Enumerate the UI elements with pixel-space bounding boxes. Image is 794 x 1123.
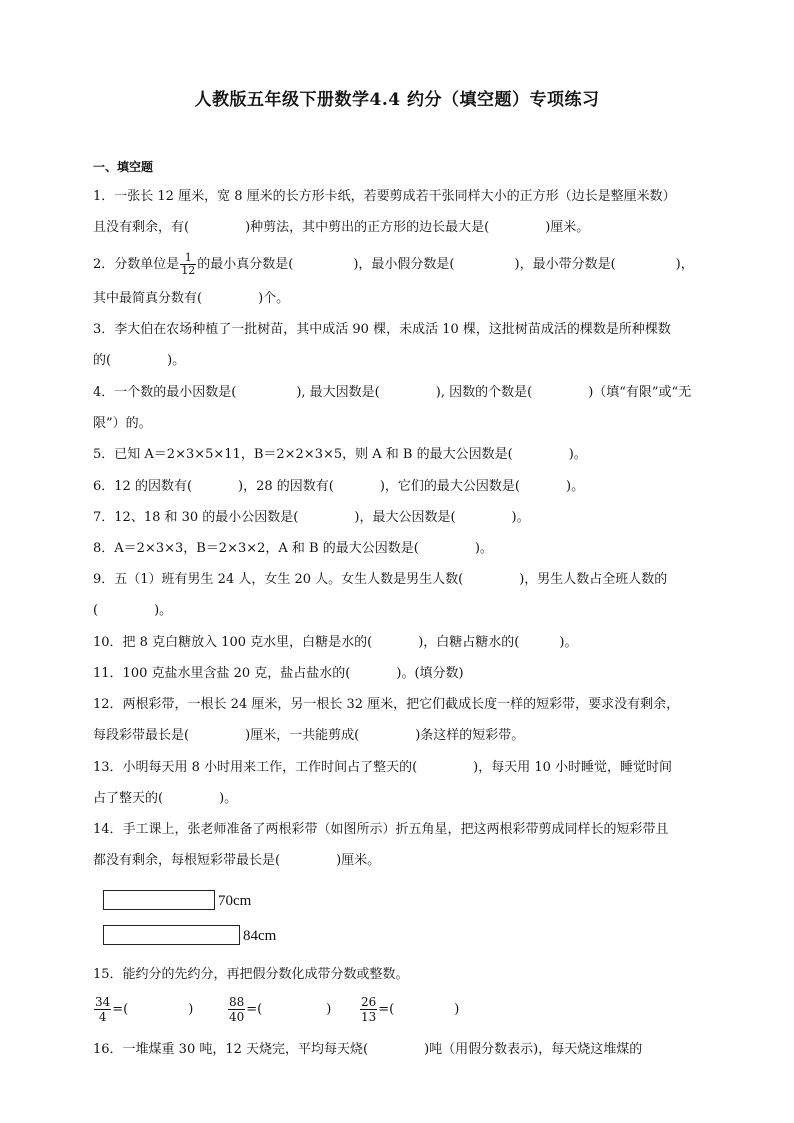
fraction-item: $\frac{88}{40}$ =( ) <box>229 995 332 1024</box>
question-9-line-1: 9．五（1）班有男生 24 人，女生 20 人。女生人数是男生人数( )，男生人数占全班人数的 <box>93 572 668 587</box>
fraction-item: $\frac{34}{4}$ =( ) <box>95 995 194 1024</box>
question-5: 5．已知 A＝2×3×5×11，B＝2×2×3×5，则 A 和 B 的最大公因数是( )。 <box>93 447 587 462</box>
question-2-line-2: 其中最简真分数有( )个。 <box>93 291 290 306</box>
question-12-line-2: 每段彩带最长是( )厘米，一共能剪成( )条这样的短彩带。 <box>93 728 525 743</box>
question-9-line-2: ( )。 <box>93 603 173 618</box>
question-16-line-1: 16．一堆煤重 30 吨，12 天烧完，平均每天烧( )吨（用假分数表示)，每天烧这堆煤的 <box>93 1042 643 1057</box>
ribbon-70cm-label: 70cm <box>218 893 252 909</box>
question-2-line-1: 2．分数单位是 $\frac{1}{12}$ 的最小真分数是( )，最小假分数是( )，最小带分数是( )， <box>93 251 694 277</box>
question-11: 11．100 克盐水里含盐 20 克，盐占盐水的( )。(填分数) <box>93 666 464 681</box>
fraction: $\frac{26}{13}$ <box>361 995 377 1024</box>
question-7: 7．12、18 和 30 的最小公因数是( )，最大公因数是( )。 <box>93 510 530 525</box>
fraction: $\frac{34}{4}$ <box>95 995 111 1024</box>
question-4-line-2: 限”）的。 <box>93 416 152 431</box>
question-8: 8．A＝2×3×3，B＝2×3×2，A 和 B 的最大公因数是( )。 <box>93 541 493 556</box>
question-13-line-2: 占了整天的( )。 <box>93 791 238 806</box>
question-4-line-1: 4．一个数的最小因数是( ), 最大因数是( ), 因数的个数是( )（填“有限”或“无 <box>93 385 692 400</box>
question-14-line-1: 14．手工课上，张老师准备了两根彩带（如图所示）折五角星，把这两根彩带剪成同样长的短彩带且 <box>93 822 669 837</box>
question-12-line-1: 12．两根彩带，一根长 24 厘米，另一根长 32 厘米，把它们截成长度一样的短彩带，要求没有剩余， <box>93 697 680 712</box>
question-6: 6．12 的因数有( )，28 的因数有( )，它们的最大公因数是( )。 <box>93 479 585 494</box>
question-1-line-1: 1．一张长 12 厘米，宽 8 厘米的长方形卡纸，若要剪成若干张同样大小的正方形（边长是整厘米数） <box>93 189 676 204</box>
page-title: 人教版五年级下册数学4.4 约分（填空题）专项练习 <box>194 90 600 110</box>
question-13-line-1: 13．小明每天用 8 小时用来工作，工作时间占了整天的( )，每天用 10 小时睡觉，睡觉时间 <box>93 760 673 775</box>
question-14-line-2: 都没有剩余，每根短彩带最长是( )厘米。 <box>93 853 381 868</box>
question-1-line-2: 且没有剩余，有( )种剪法，其中剪出的正方形的边长最大是( )厘米。 <box>93 220 590 235</box>
ribbon-70cm <box>103 890 215 910</box>
ribbon-84cm <box>103 925 240 945</box>
question-3-line-2: 的( )。 <box>93 353 186 368</box>
fraction: $\frac{1}{12}$ <box>181 251 196 277</box>
question-3-line-1: 3．李大伯在农场种植了一批树苗，其中成活 90 棵，未成活 10 棵，这批树苗成活的棵数是所种棵数 <box>93 322 671 337</box>
ribbon-84cm-label: 84cm <box>243 928 277 944</box>
section-title: 一、填空题 <box>93 160 154 174</box>
fraction: $\frac{88}{40}$ <box>229 995 245 1024</box>
question-10: 10．把 8 克白糖放入 100 克水里，白糖是水的( )，白糖占糖水的( )。 <box>93 635 578 650</box>
question-15-line-1: 15．能约分的先约分，再把假分数化成带分数或整数。 <box>93 967 409 982</box>
fraction-item: $\frac{26}{13}$ =( ) <box>361 995 460 1024</box>
